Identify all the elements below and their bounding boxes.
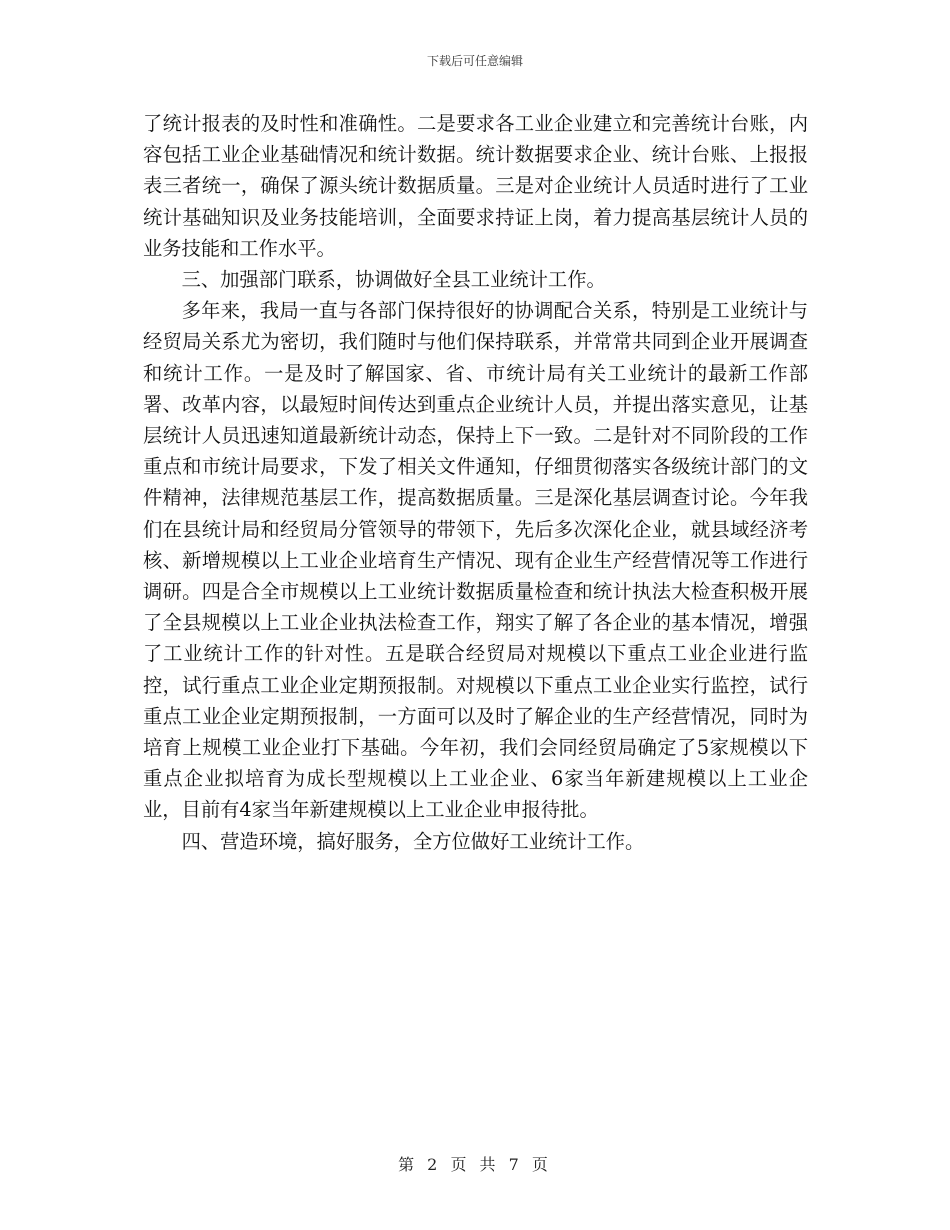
section-heading-4: 四、营造环境，搞好服务，全方位做好工业统计工作。 [181,829,645,853]
page-number-footer: 第 2 页 共 7 页 [398,1155,552,1174]
page-header: 下载后可任意编辑 [426,54,523,68]
paragraph-continuation: 了统计报表的及时性和准确性。二是要求各工业企业建立和完善统计台账，内容包括工业企业基础情况和统计数据。统计数据要求企业、统计台账、上报报表三者统一，确保了源头统计数据质量。三是对企业统计人员适时进行了工业统计基础知识及业务技能培训，全面要求持证上岗，着力提高基层统计人员的业务技能和工作水平。 [143,112,808,260]
section-heading-3: 三、加强部门联系，协调做好全县工业统计工作。 [181,268,606,292]
paragraph-department-cooperation: 多年来，我局一直与各部门保持很好的协调配合关系，特别是工业统计与经贸局关系尤为密切，我们随时与他们保持联系，并常常共同到企业开展调查和统计工作。一是及时了解国家、省、市统计局有关工业统计的最新工作部署、改革内容，以最短时间传达到重点企业统计人员，并提出落实意见，让基层统计人员迅速知道最新统计动态，保持上下一致。二是针对不同阶段的工作重点和市统计局要求，下发了相关文件通知，仔细贯彻落实各级统计部门的文件精神，法律规范基层工作，提高数据质量。三是深化基层调查讨论。今年我们在县统计局和经贸局分管领导的带领下，先后多次深化企业，就县域经济考核、新增规模以上工业企业培育生产情况、现有企业生产经营情况等工作进行调研。四是合全市规模以上工业统计数据质量检查和统计执法大检查积极开展了全县规模以上工业企业执法检查工作，翔实了解了各企业的基本情况，增强了工业统计工作的针对性。五是联合经贸局对规模以下重点工业企业进行监控，试行重点工业企业定期预报制。对规模以下重点工业企业实行监控，试行重点工业企业定期预报制，一方面可以及时了解企业的生产经营情况，同时为培育上规模工业企业打下基础。今年初，我们会同经贸局确定了5家规模以下重点企业拟培育为成长型规模以上工业企业、6家当年新建规模以上工业企业，目前有4家当年新建规模以上工业企业申报待批。 [143,299,808,822]
document-body [143,108,808,857]
